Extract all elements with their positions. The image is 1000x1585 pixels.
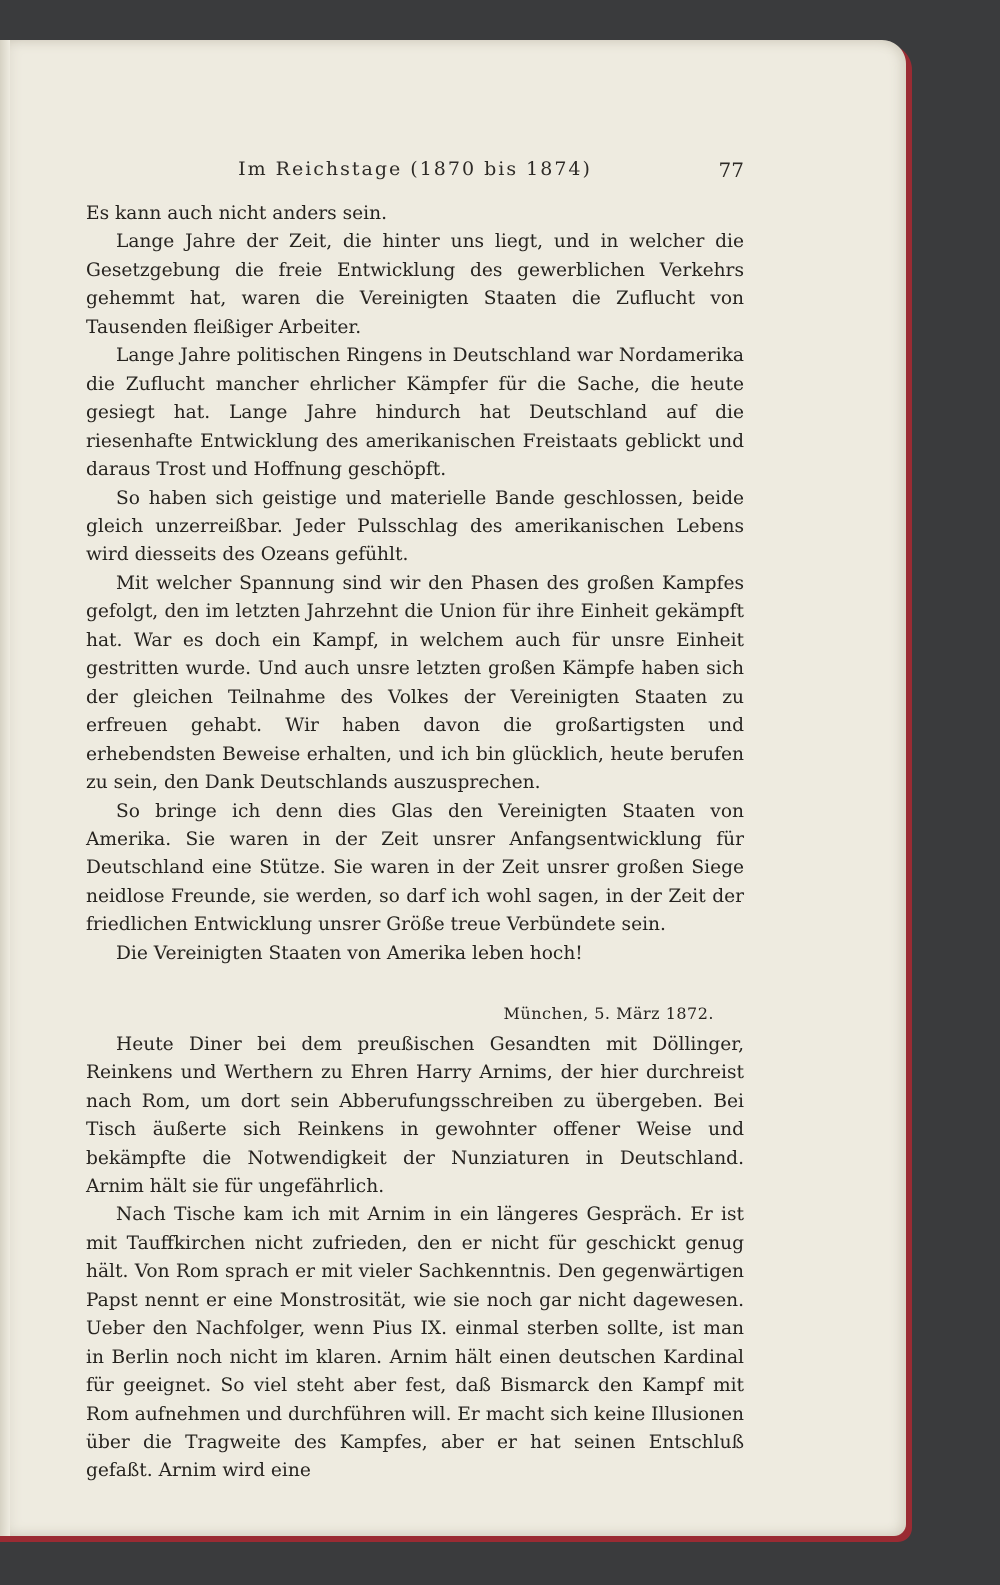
running-head <box>86 158 744 184</box>
paragraph: Mit welcher Spannung sind wir den Phasen des großen Kampfes gefolgt, den im letzten Jahrzehnt die Union für ihre Einheit gekämpft hat. War es doch ein Kampf, in welchem auch für unsre Einheit gestritten wurde. Und auch unsre letzten großen Kämpfe haben sich der gleichen Teilnahme des Volkes der Vereinigten Staaten zu erfreuen gehabt. Wir haben davon die großartigsten und erhebendsten Beweise erhalten, und ich bin glücklich, heute berufen zu sein, den Dank Deutschlands auszusprechen. <box>86 572 744 794</box>
paragraph: Nach Tische kam ich mit Arnim in ein längeres Gespräch. Er ist mit Tauffkirchen nicht zufrieden, den er nicht für geschickt genug hält. Von Rom sprach er mit vieler Sachkenntnis. Den gegenwärtigen Papst nennt er eine Monstrosität, wie sie noch gar nicht dagewesen. Ueber den Nachfolger, wenn Pius IX. einmal sterben sollte, ist man in Berlin noch nicht im klaren. Arnim hält einen deutschen Kardinal für geeignet. So viel steht aber fest, daß Bismarck den Kampf mit Rom aufnehmen und durchführen will. Er macht sich keine Illusionen über die Tragweite des Kampfes, aber er hat seinen Entschluß gefaßt. Arnim wird eine <box>86 1204 744 1482</box>
paragraph: Lange Jahre politischen Ringens in Deutschland war Nordamerika die Zuflucht mancher ehrlicher Kämpfer für die Sache, die heute gesiegt hat. Lange Jahre hindurch hat Deutschland auf die riesenhafte Entwicklung des amerikanischen Freistaats geblickt und daraus Trost und Hoffnung geschöpft. <box>86 345 744 481</box>
running-title: Im Reichstage (1870 bis 1874) <box>238 158 592 180</box>
paragraph: So bringe ich denn dies Glas den Vereinigten Staaten von Amerika. Sie waren in der Zeit unsrer Anfangsentwicklung für Deutschland eine Stütze. Sie waren in der Zeit unsrer großen Siege neidlose Freunde, sie werden, so darf ich wohl sagen, in der Zeit der friedlichen Entwicklung unsrer Größe treue Verbündete sein. <box>86 800 744 936</box>
paragraph: Die Vereinigten Staaten von Amerika leben hoch! <box>116 942 583 964</box>
paragraph: Heute Diner bei dem preußischen Gesandten mit Döllinger, Reinkens und Werthern zu Ehren Harry Arnims, der hier durchreist nach Rom, um dort sein Abberufungsschreiben zu übergeben. Bei Tisch äußerte sich Reinkens in gewohnter offener Weise und bekämpfte die Notwendigkeit der Nunziaturen in Deutschland. Arnim hält sie für ungefährlich. <box>86 1033 744 1197</box>
dateline: München, 5. März 1872. <box>503 1004 714 1024</box>
paragraph: So haben sich geistige und materielle Bande geschlossen, beide gleich unzerreißbar. Jeder Pulsschlag des amerikanischen Lebens wird diesseits des Ozeans gefühlt. <box>86 487 744 566</box>
page-gutter <box>0 40 10 1536</box>
paragraph: Es kann auch nicht anders sein. <box>86 203 387 224</box>
body-text <box>86 200 744 1486</box>
page-number: 77 <box>718 158 744 182</box>
paragraph: Lange Jahre der Zeit, die hinter uns liegt, und in welcher die Gesetzgebung die freie Entwicklung des gewerblichen Verkehrs gehemmt hat, waren die Vereinigten Staaten die Zuflucht von Tausenden fleißiger Arbeiter. <box>86 231 744 338</box>
